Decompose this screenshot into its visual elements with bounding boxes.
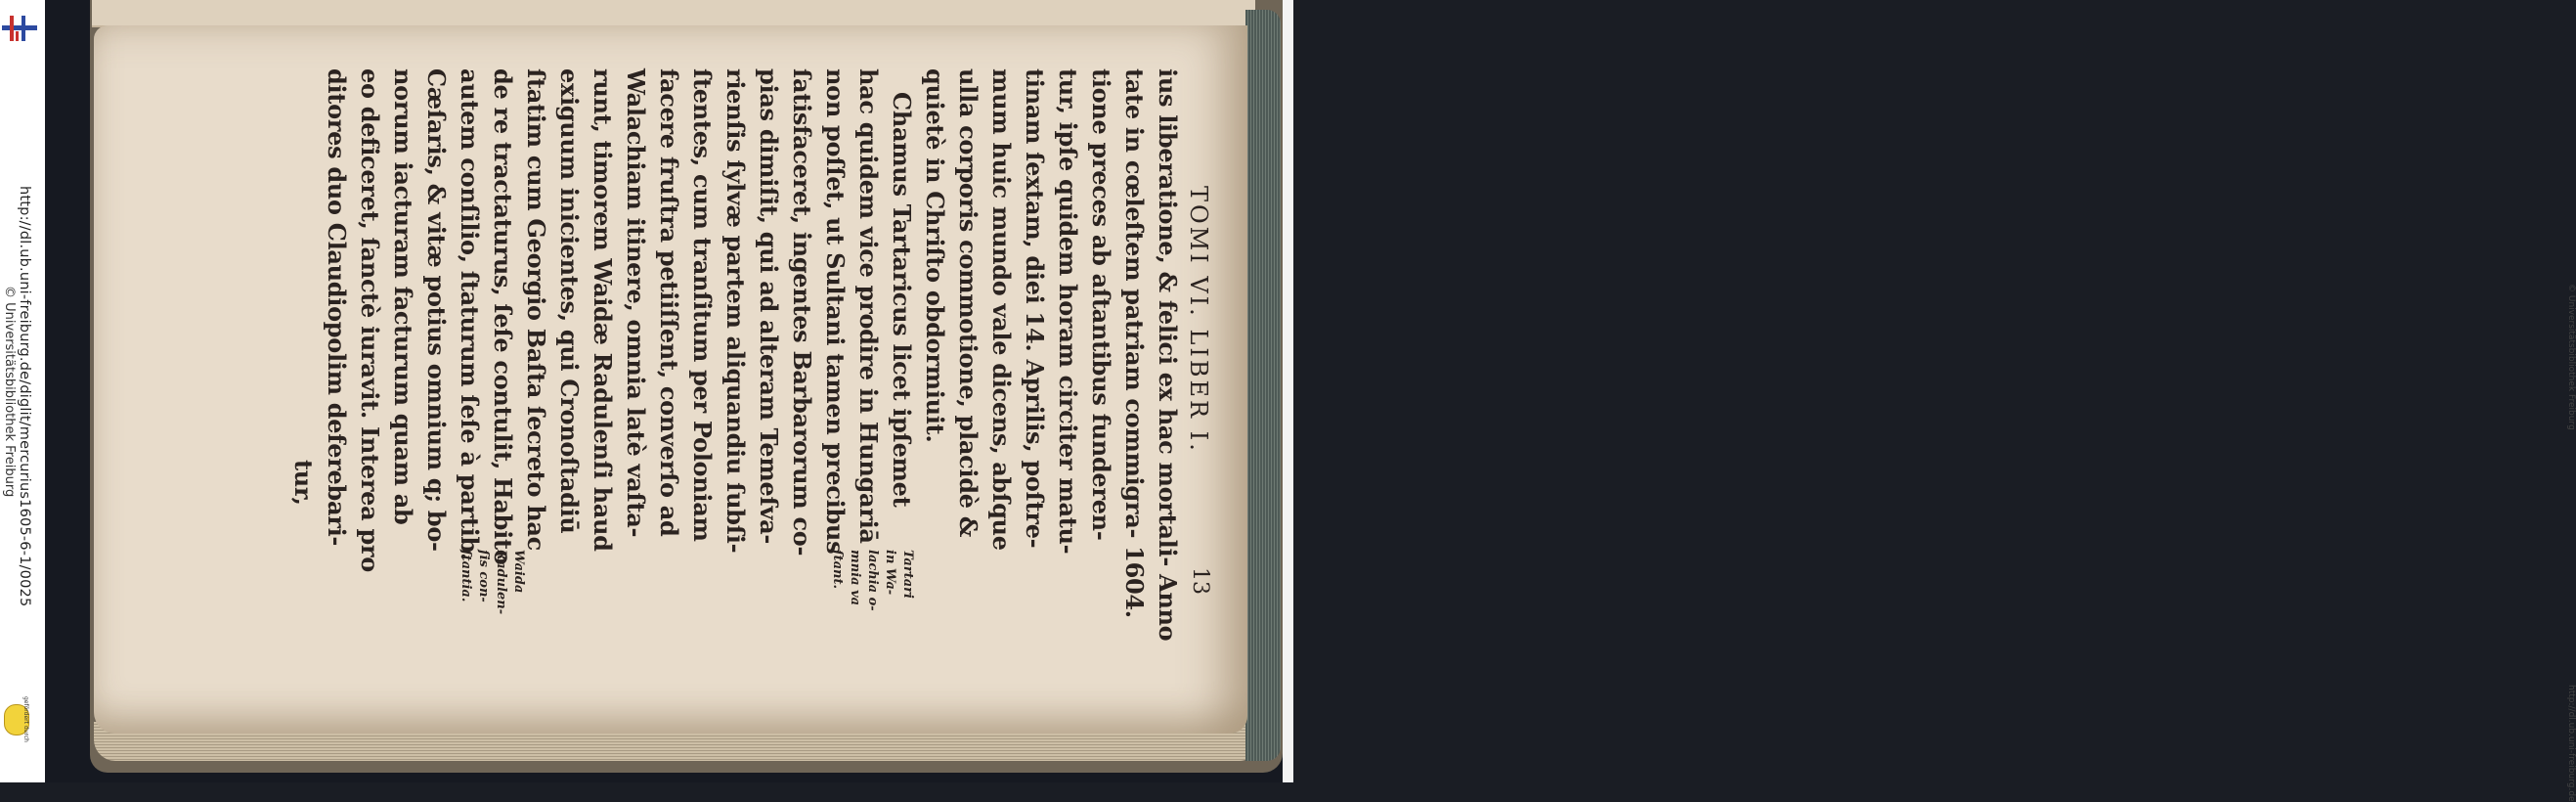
text-line: eo deficeret, ſanctè iuravit. Interea pro — [356, 68, 384, 572]
margin-note: in Wa- — [883, 550, 897, 596]
text-line: tinam ſextam, diei 14. Aprilis, poſtre- — [1021, 68, 1049, 549]
text-line: tur, — [289, 460, 318, 506]
text-line: ditores duo Claudiopolim deferebari- — [323, 68, 351, 547]
library-logo-icon — [2, 10, 37, 45]
text-line: ſatisfaceret, ingentes Barbarorum co- — [788, 68, 816, 557]
text-line: ius liberatione, & felici ex hac mortali- Anno — [1154, 68, 1182, 642]
text-line: non poſſet, ut Sultani tamen precibus — [821, 68, 850, 555]
right-url: http://dl.ub.uni-freiburg.de — [2566, 685, 2576, 802]
margin-note: Tartari — [900, 550, 915, 599]
right-copyright: © Universitätsbibliothek Freiburg — [2566, 284, 2576, 430]
text-line: Cæſaris, & vitæ potius omnium q; bo- — [422, 68, 451, 552]
margin-note: ſtant. — [830, 550, 845, 590]
text-line: Walachiam itinere, omnia latè vaſta- — [622, 68, 650, 538]
running-head: TOMI VI. LIBER I. — [1185, 186, 1212, 454]
margin-note: lachia o- — [865, 550, 880, 611]
document-url[interactable]: http://dl.ub.uni-freiburg.de/diglit/mercurius1605-6-1/0025 — [17, 186, 32, 607]
copyright-notice: © Universitätsbibliothek Freiburg — [2, 286, 17, 498]
text-line: tate in cœleſtem patriam commigra- 1604. — [1120, 68, 1149, 618]
margin-note: ſtantia. — [458, 550, 473, 602]
funding-badge-label: gefördert durch — [22, 696, 29, 742]
margin-note: mnia va — [848, 550, 862, 606]
text-line: mum huic mundo vale dicens, abſque — [987, 68, 1016, 551]
text-line: ulla corporis commotione, placidè & — [954, 68, 982, 538]
page-number: 13 — [1188, 567, 1212, 595]
text-line: tione preces ab aſtantibus funderen- — [1087, 68, 1115, 541]
text-line: rienſis ſylvæ partem aliquandiu ſubſi- — [721, 68, 750, 554]
text-line: ſtatim cum Georgio Baſta ſecreto hac — [522, 68, 550, 551]
text-line: exiguum inicientes, qui Cronoſtadiū — [555, 68, 584, 534]
left-info-strip — [0, 0, 45, 782]
text-line: autem conſilio, ſtaturum ſeſe à partib. — [456, 68, 484, 560]
margin-note: ſis con- — [476, 550, 491, 602]
facing-page-edge — [92, 0, 1255, 27]
text-line: facere fruſtra petiiſſent, converſo ad — [655, 68, 683, 537]
text-line: hac quidem vice prodire in Hungariā — [854, 68, 883, 544]
text-line: norum iacturam facturum quam ab — [389, 68, 417, 525]
margin-note: Radulen- — [494, 550, 508, 615]
text-line: de re tractaturus, ſeſe contulit, Habito — [489, 68, 517, 565]
text-line: tur, ipſe quidem horam circiter matu- — [1054, 68, 1082, 555]
text-line: ſtentes, cum tranſitum per Poloniam — [688, 68, 717, 542]
text-line: quietè in Chriſto obdormiuit. — [921, 68, 949, 443]
text-line: Chamus Tartaricus licet ipſemet — [888, 92, 916, 508]
text-line: runt, timorem Waidæ Radulenſi haud — [589, 68, 617, 552]
margin-note: Waida — [511, 550, 526, 594]
text-line: pias dimiſit, qui ad alteram Temeſva- — [755, 68, 783, 545]
page-stack-fore-edge — [1245, 10, 1281, 761]
right-info-strip — [1283, 0, 2576, 802]
